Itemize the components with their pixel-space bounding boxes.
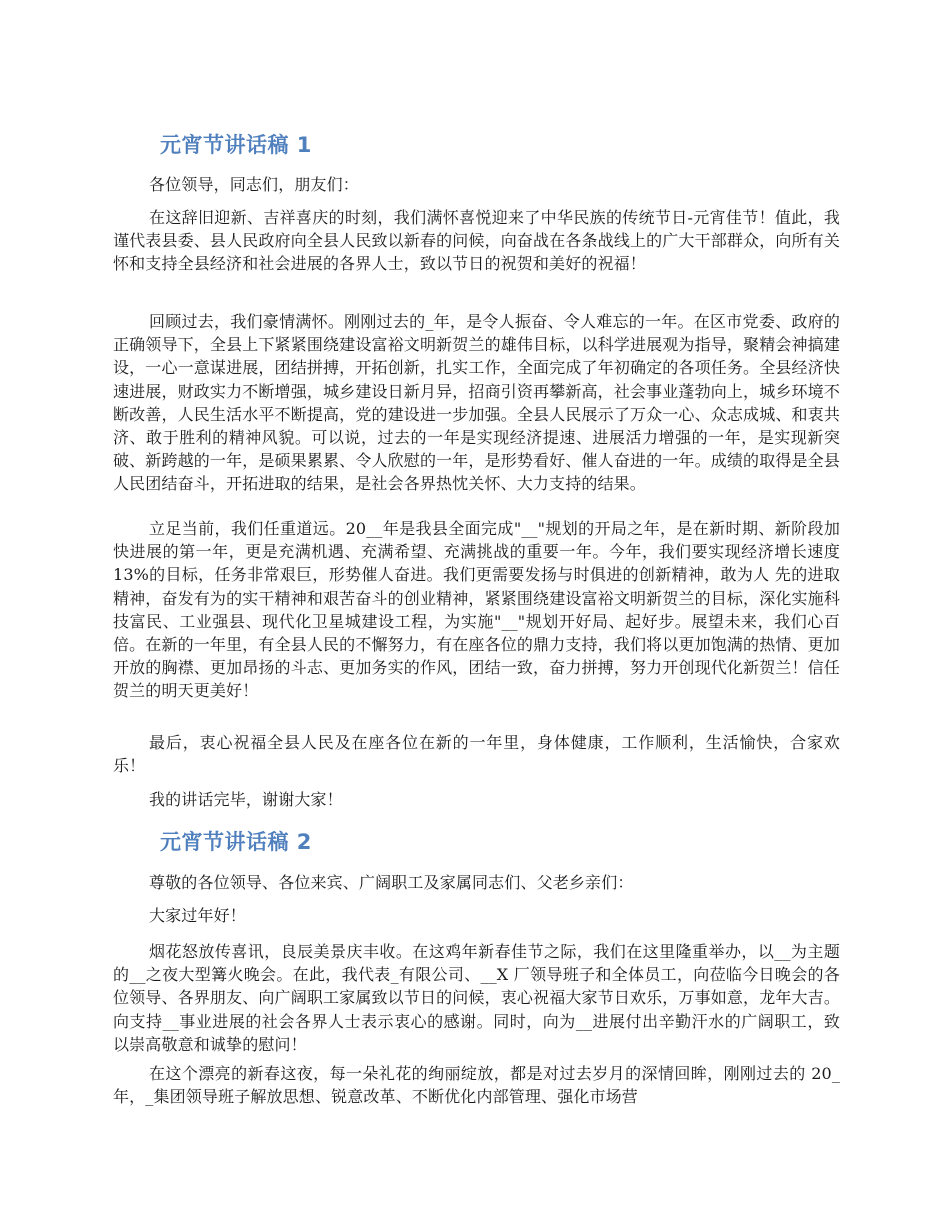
section-1-paragraph-2: 回顾过去，我们豪情满怀。刚刚过去的_年，是令人振奋、令人难忘的一年。在区市党委、政府的正确领导下，全县上下紧紧围绕建设富裕文明新贺兰的雄伟目标，以科学进展观为指导，聚精会神搞建设，一心一意谋进展，团结拼搏，开拓创新，扎实工作，全面完成了年初确定的各项任务。全县经济快速进展，财政实力不断增强，城乡建设日新月异，招商引资再攀新高，社会事业蓬勃向上，城乡环境不断改善，人民生活水平不断提高，党的建设进一步加强。全县人民展示了万众一心、众志成城、和衷共济、敢于胜利的精神风貌。可以说，过去的一年是实现经济提速、进展活力增强的一年，是实现新突破、新跨越的一年，是硕果累累、令人欣慰的一年，是形势看好、催人奋进的一年。成绩的取得是全县人民团结奋斗，开拓进取的结果，是社会各界热忱关怀、大力支持的结果。 — [113, 312, 840, 494]
section-1-title: 元宵节讲话稿 1 — [160, 133, 312, 157]
section-1-paragraph-5: 我的讲话完毕，谢谢大家！ — [149, 790, 343, 809]
section-1-paragraph-1: 在这辞旧迎新、吉祥喜庆的时刻，我们满怀喜悦迎来了中华民族的传统节日-元宵佳节！值此，我谨代表县委、县人民政府向全县人民致以新春的问候，向奋战在各条战线上的广大干部群众，向所有关怀和支持全县经济和社会进展的各界人士，致以节日的祝贺和美好的祝福！ — [113, 208, 840, 274]
section-2-paragraph-3: 在这个漂亮的新春这夜，每一朵礼花的绚丽绽放，都是对过去岁月的深情回眸，刚刚过去的 20_年，_集团领导班子解放思想、锐意改革、不断优化内部管理、强化市场营 — [113, 1064, 840, 1107]
section-2-paragraph-2: 烟花怒放传喜讯，良辰美景庆丰收。在这鸡年新春佳节之际，我们在这里隆重举办，以__为主题的__之夜大型篝火晚会。在此，我代表_有限公司、__X 厂领导班子和全体员工，向莅临今日晚会的各位领导、各界朋友、向广阔职工家属致以节日的问候，衷心祝福大家节日欢乐，万事如意，龙年大吉。向支持__事业进展的社会各界人士表示衷心的感谢。同时，向为__进展付出辛勤汗水的广阔职工，致以崇高敬意和诚挚的慰问！ — [113, 942, 840, 1054]
section-2-title: 元宵节讲话稿 2 — [160, 830, 312, 854]
section-1-paragraph-4: 最后，衷心祝福全县人民及在座各位在新的一年里，身体健康，工作顺利，生活愉快，合家欢乐！ — [113, 733, 840, 776]
section-2-greeting: 尊敬的各位领导、各位来宾、广阔职工及家属同志们、父老乡亲们： — [149, 873, 634, 892]
section-1-greeting: 各位领导，同志们，朋友们： — [149, 175, 359, 194]
section-1-paragraph-3: 立足当前，我们任重道远。20__年是我县全面完成"__"规划的开局之年，是在新时期、新阶段加快进展的第一年，更是充满机遇、充满希望、充满挑战的重要一年。今年，我们要实现经济增长速度13%的目标，任务非常艰巨，形势催人奋进。我们更需要发扬与时俱进的创新精神，敢为人 先的进取精神，奋发有为的实干精神和艰苦奋斗的创业精神，紧紧围绕建设富裕文明新贺兰的目标，深化实施科技富民、工业强县、现代化卫星城建设工程，为实施"__"规划开好局、起好步。展望未来，我们心百倍。在新的一年里，有全县人民的不懈努力，有在座各位的鼎力支持，我们将以更加饱满的热情、更加开放的胸襟、更加昂扬的斗志、更加务实的作风，团结一致，奋力拼搏，努力开创现代化新贺兰！信任贺兰的明天更美好！ — [113, 519, 840, 701]
section-2-paragraph-1: 大家过年好！ — [149, 906, 246, 925]
